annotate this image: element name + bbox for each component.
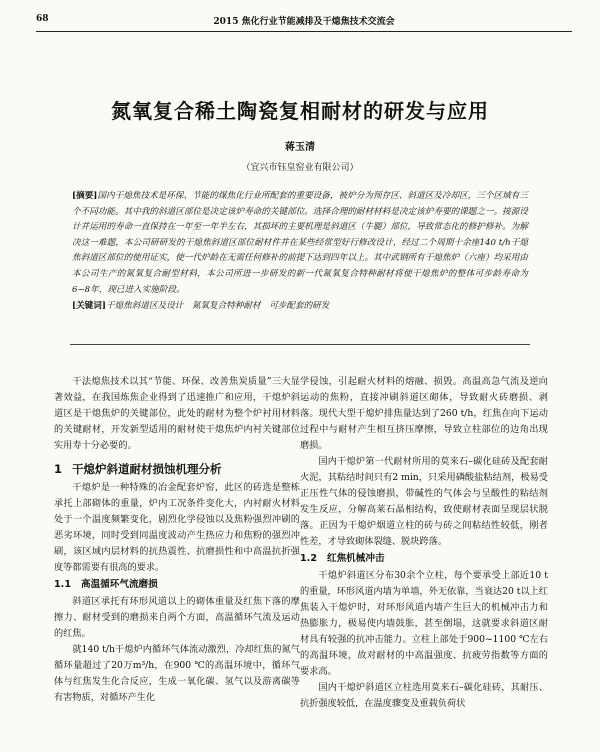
subsection-1-2-heading — [300, 551, 548, 567]
right-last-paragraph: 国内干熄炉斜道区立柱选用莫来石–碳化硅砖，其耐压、抗折强度较低，在温度骤变及重载负荷状 — [300, 682, 548, 709]
section-1-paragraph: 干熄炉是一种特殊的冶金配套炉窑，此区的砖选是整栋承托上部砌体的重量，炉内工况条件变化大，内衬耐火材料处于一个温度频繁变化，剧烈化学侵蚀以及焦粉强烈冲刷的恶劣环境，同时受到同温度波动产生热应力和焦粉的强烈冲刷，该区域内层材料的抗热震性、抗磨损性和中高温抗折强度等都需要有很高的要求。 — [54, 482, 300, 573]
subsection-1-1-number: 1.1 — [54, 579, 71, 590]
section-1-number: 1 — [54, 462, 63, 476]
section-1-heading — [54, 461, 300, 477]
abstract-label: [摘要] — [72, 191, 98, 201]
running-header — [36, 14, 572, 32]
right-column — [300, 374, 548, 712]
subsection-1-1-heading — [54, 577, 300, 593]
intro-paragraph: 干法熄焦技术以其“节能、环保、改善焦炭质量”三大显著效益，在我国炼焦企业得到了迅速推广和应用，干熄炉斜道区是干熄焦炉的关键部位，此处的耐材为整个炉衬用材料的关键耐材，开发新型适用的耐材使干熄焦炉内衬关键部位实用寿十分必要的。 — [54, 376, 300, 451]
keywords-label: [关键词] — [72, 301, 106, 312]
subsection-1-1-paragraph-2: 就140 t/h干熄炉内循环气体流动激烈，冷却红焦的氮气循环量超过了20万m³/h，在900 ℃的高温环境中，循环气体与红焦发生化合反应，生成一氧化碳、氢气以及游离碳等有害物质，对循环产生化 — [54, 644, 300, 703]
paper-title: 氮氧复合稀土陶瓷复相耐材的研发与应用 — [111, 99, 489, 123]
running-title: 2015 焦化行业节能减排及干熄焦技术交流会 — [213, 17, 395, 27]
affiliation: （宜兴市钰皇窑业有限公司） — [241, 163, 359, 173]
subsection-1-2-title: 红焦机械冲击 — [327, 553, 385, 564]
keywords — [72, 299, 528, 315]
subsection-1-1-paragraph-1: 斜道区承托有环形风道以上的砌体重量及红焦下落的摩擦力、耐材受到的磨损来自两个方面，高温循环气流及运动的红焦。 — [54, 596, 300, 639]
keywords-text: 干熄焦斜道区及设计 氮氧复合特种耐材 可步配套的研发 — [105, 301, 330, 312]
continued-paragraph: 学侵蚀，引起耐火材料的熔融、损毁。高温高急气流及逆向运动的焦粉，直接冲刷斜道区砌体，导致耐火砖磨损、剥落。现代大型干熄炉排焦量达到了260 t/h，红焦在向下运动过程中与耐材产生相互挤压摩擦，导致立柱部位的边角出现磨损。 — [300, 376, 548, 451]
left-column — [54, 374, 300, 706]
author: 蒋玉清 — [285, 142, 315, 153]
page-number: 68 — [36, 14, 49, 24]
abstract-body — [72, 189, 528, 298]
subsection-1-2-paragraph: 干熄炉斜道区分布30余个立柱，每个要承受上部近10 t的重量，环形风道内墙为单墙，外无依靠，当衰达20 t以上红焦装入干熄炉时，对环形风道内墙产生巨大的机械冲击力和热膨胀力，极易使内墙鼓胀，甚至倒塌，这就要求斜道区耐材具有较强的抗冲击能力。立柱上部处于900~1100 ℃左右的高温环境，故对耐材的中高温强度、抗疲劳指数等方面的要求高。 — [300, 570, 548, 677]
subsection-1-1-title: 高温循环气流磨损 — [81, 579, 158, 590]
abstract — [72, 189, 528, 315]
abstract-divider — [70, 344, 530, 345]
right-paragraph-2: 国内干熄炉第一代耐材所用的莫来石–碳化硅砖及配套耐火泥，其粘结时间只有2 min，只采用磷酸盐粘结剂，极易受正压性气体的侵蚀磨损，带碱性的气体会与呈酸性的粘结剂发生反应，分解高莱石晶相结构，致使耐材表面呈现层状脱落。正因为干熄炉烟道立柱的砖与砖之间粘结性较低，刚者性差，才导致砌体裂缝、脱块跨落。 — [300, 456, 548, 547]
subsection-1-2-number: 1.2 — [300, 553, 317, 564]
section-1-title: 干熄炉斜道耐材损蚀机理分析 — [72, 462, 222, 476]
abstract-text: 国内干熄焦技术是环保、节能的煤焦化行业所配套的重要设备，被炉分为预存区、斜道区及冷却区，三个区域有三个不同功能。其中我的斜道区部位是决定该炉寿命的关键部位。选择合理的耐材材料是决定该炉寿要的课题之一。接源设计并运用的寿命一直保持在一年至一年半左右，其损坏的主要机理是斜道区（牛腿）部位，导致常态化的修护修补。为解决这一难题，本公司研研发的干熄焦斜道区部位耐材件并在某些经常型好行修改设计，经过二个周期十余座140 t/h干熄焦斜道区部位的使用证实，使一代炉龄在无需任何修补的前提下达到四年以上。其中武钢所有干熄焦炉（六座）均采用由本公司生产的氮氧复合耐型材料，本公司所进一步研发的新一代氮氧复合特种耐材将使干熄焦炉的整体可步龄寿命为6~8年，现已进入实施阶段。 — [72, 191, 528, 295]
